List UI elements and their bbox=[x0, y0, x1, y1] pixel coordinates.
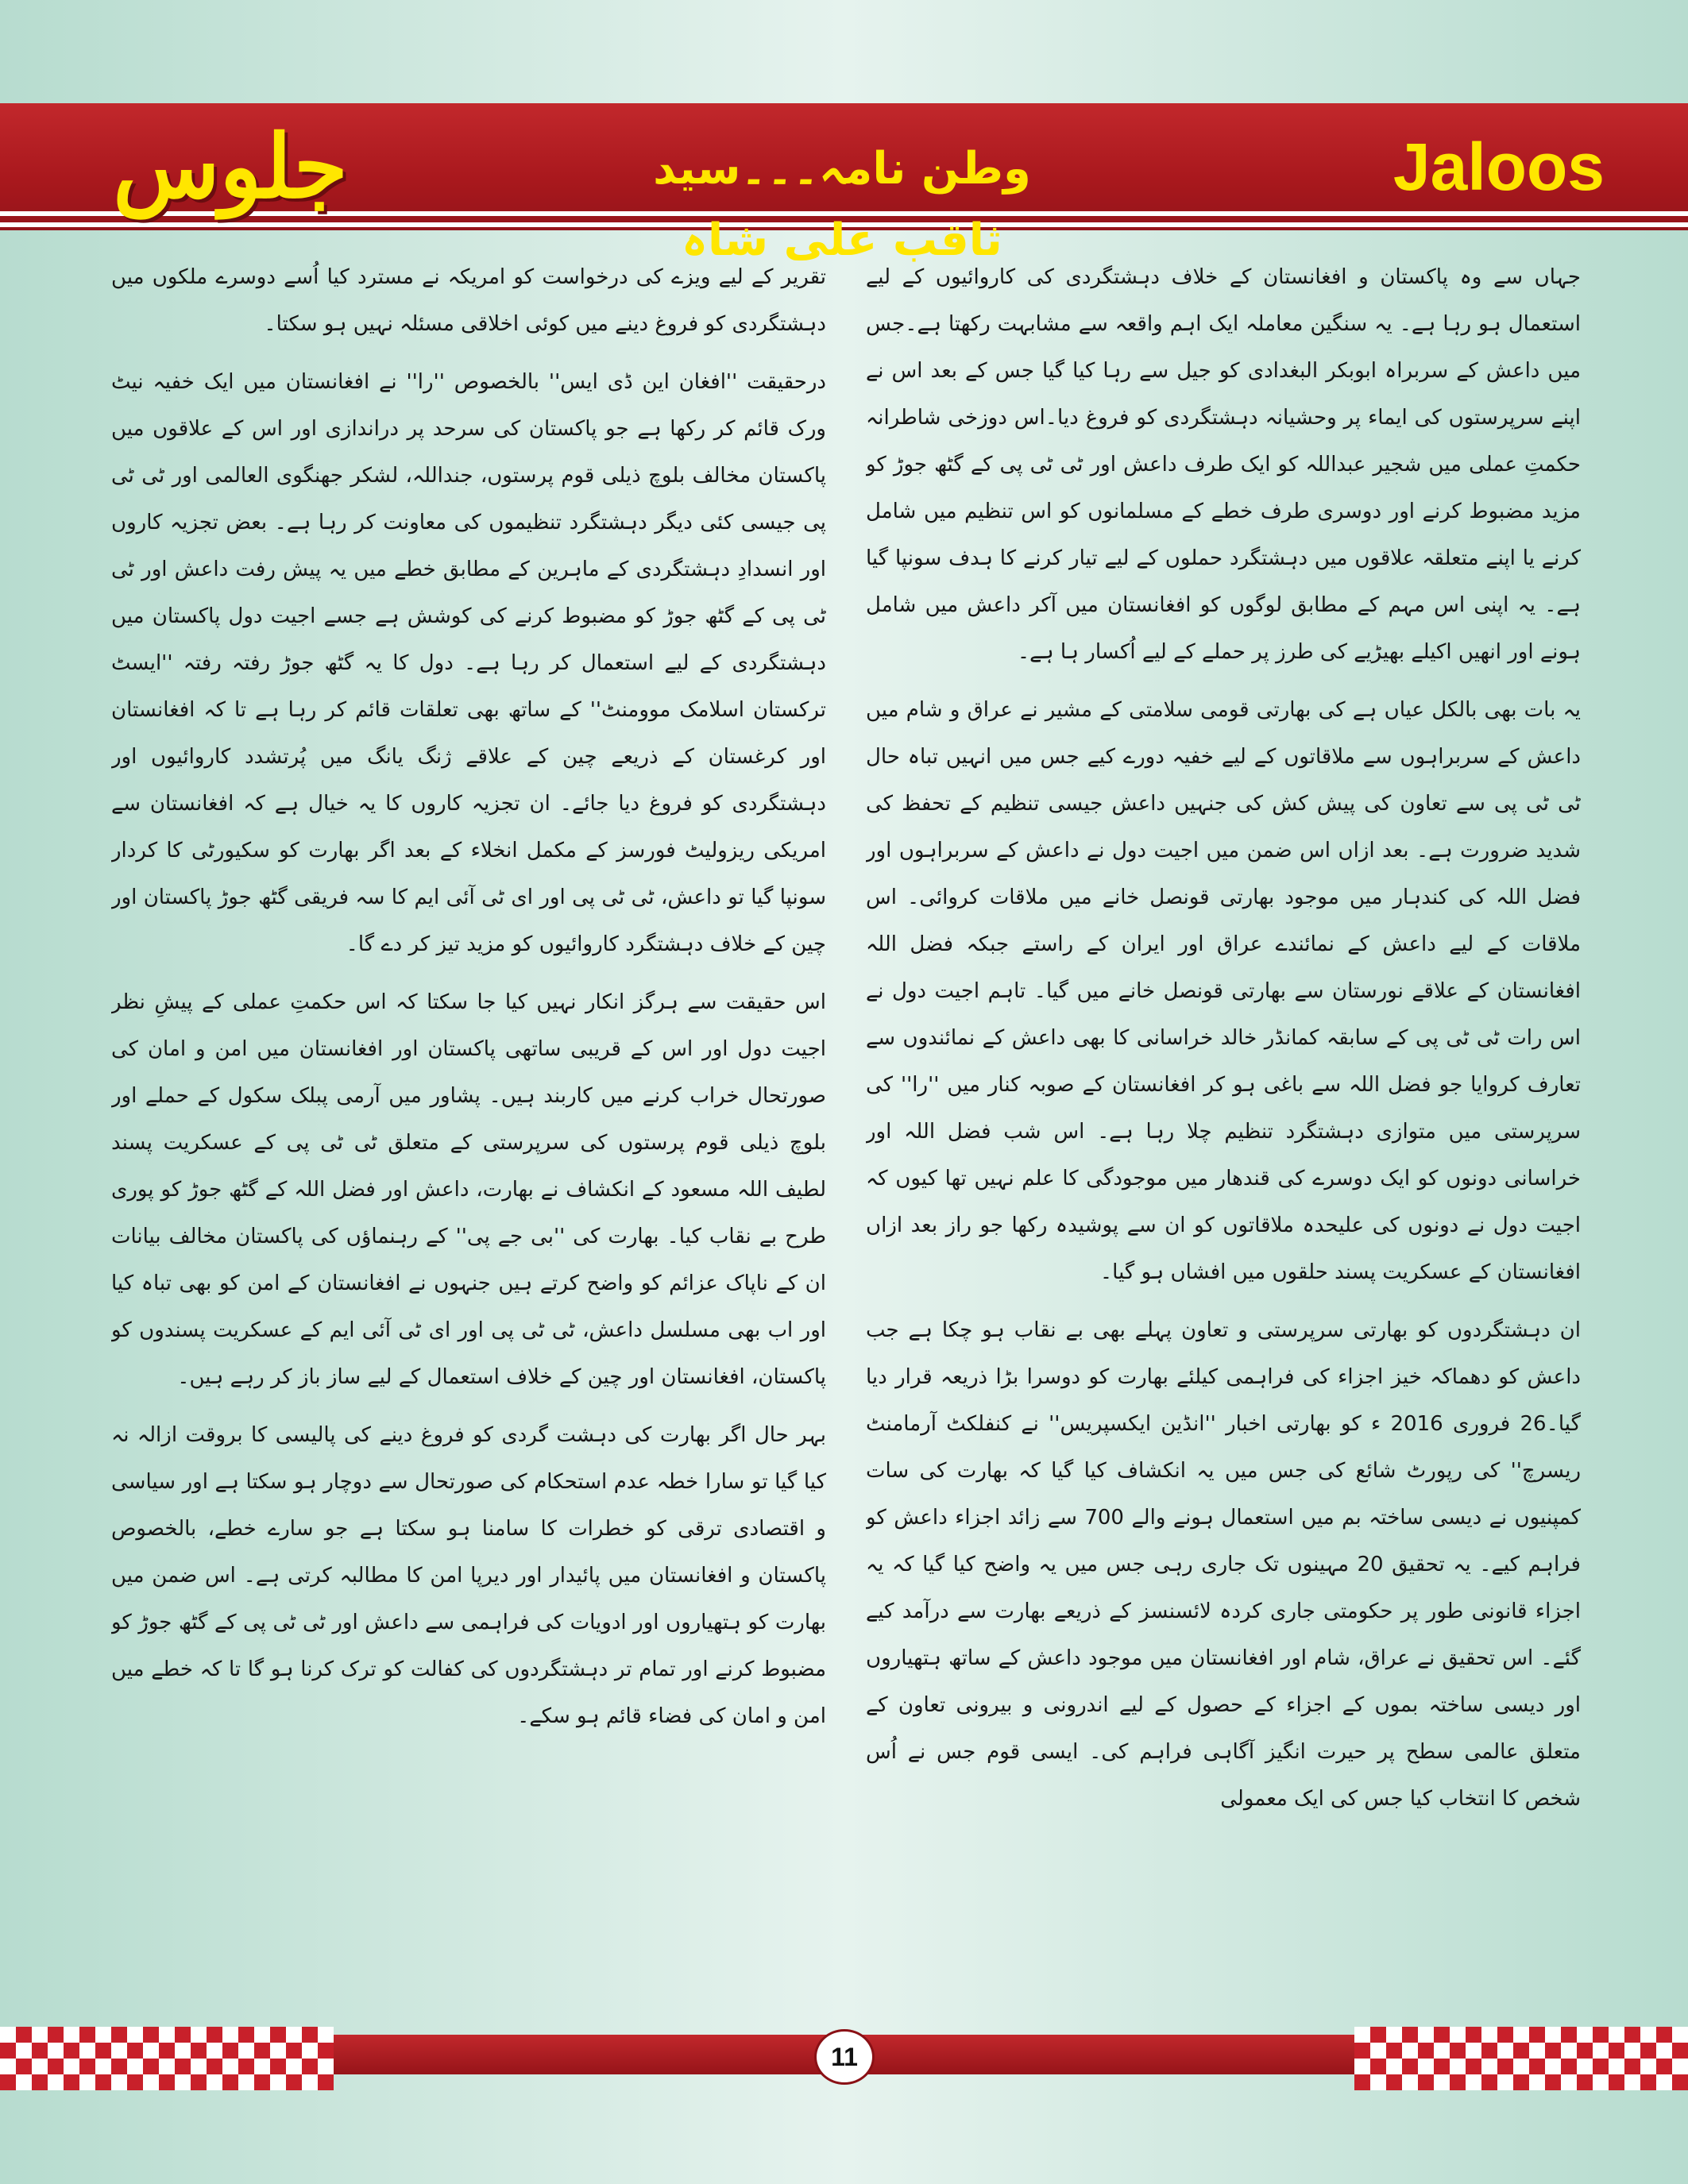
author-line: وطن نامہ۔۔۔سید ثاقب علی شاہ bbox=[653, 143, 1031, 266]
paragraph: تقریر کے لیے ویزے کی درخواست کو امریکہ نے مسترد کیا اُسے دوسرے ملکوں میں دہشتگردی کو فروغ دینے میں کوئی اخلاقی مسئلہ نہیں ہو سکتا۔ bbox=[111, 265, 826, 336]
page-number: 11 bbox=[814, 2029, 875, 2085]
paragraph: اس حقیقت سے ہرگز انکار نہیں کیا جا سکتا کہ اس حکمتِ عملی کے پیشِ نظر اجیت دول اور اس کے قریبی ساتھی پاکستان اور افغانستان میں امن و امان کی صورتحال خراب کرنے میں کاربند ہیں۔ پشاور میں آرمی پبلک سکول کے حملے اور بلوچ ذیلی قوم پرستوں کی سرپرستی کے متعلق ٹی ٹی پی کے عسکریت پسند لطیف اللہ مسعود کے انکشاف نے بھارت، داعش اور فضل اللہ کے گٹھ جوڑ کو پوری طرح بے نقاب کیا۔ بھارت کی ''بی جے پی'' کے رہنماؤں کی پاکستان مخالف بیانات ان کے ناپاک عزائم کو واضح کرتے ہیں جنہوں نے افغانستان کے امن کو بھی تباہ کیا اور اب بھی مسلسل داعش، ٹی ٹی پی اور ای ٹی آئی ایم کے عسکریت پسندوں کو پاکستان، افغانستان اور چین کے خلاف استعمال کے لیے ساز باز کر رہے ہیں۔ bbox=[111, 990, 826, 1389]
paragraph: بہر حال اگر بھارت کی دہشت گردی کو فروغ دینے کی پالیسی کا بروقت ازالہ نہ کیا گیا تو سارا خطہ عدم استحکام کی صورتحال سے دوچار ہو سکتا ہے اور سیاسی و اقتصادی ترقی کو خطرات کا سامنا ہو سکتا ہے جو سارے خطے، بالخصوص پاکستان و افغانستان میں پائیدار اور دیرپا امن کا مطالبہ کرتی ہے۔ اس ضمن میں بھارت کو ہتھیاروں اور ادویات کی فراہمی سے داعش اور ٹی ٹی پی کے گٹھ جوڑ کو مضبوط کرنے اور تمام تر دہشتگردوں کی کفالت کو ترک کرنا ہو گا تا کہ خطے میں امن و امان کی فضاء قائم ہو سکے۔ bbox=[111, 1423, 826, 1728]
magazine-logo: جلوس bbox=[113, 115, 348, 218]
checker-pattern bbox=[0, 2027, 334, 2090]
brand-title: Jaloos bbox=[1393, 129, 1605, 204]
checker-pattern bbox=[1354, 2027, 1688, 2090]
article-column-left bbox=[111, 254, 826, 2017]
article-column-right bbox=[866, 254, 1581, 2017]
paragraph: ان دہشتگردوں کو بھارتی سرپرستی و تعاون پہلے بھی بے نقاب ہو چکا ہے جب داعش کو دھماکہ خیز اجزاء کی فراہمی کیلئے بھارت کو دوسرا بڑا ذریعہ قرار دیا گیا۔26 فروری 2016 ء کو بھارتی اخبار ''انڈین ایکسپریس'' نے کنفلکٹ آرمامنٹ ریسرچ'' کی رپورٹ شائع کی جس میں یہ انکشاف کیا گیا کہ بھارت کی سات کمپنیوں نے دیسی ساختہ بم میں استعمال ہونے والے 700 سے زائد اجزاء داعش کو فراہم کیے۔ یہ تحقیق 20 مہینوں تک جاری رہی جس میں یہ واضح کیا گیا کہ یہ اجزاء قانونی طور پر حکومتی جاری کردہ لائسنسز کے ذریعے بھارت سے درآمد کیے گئے۔ اس تحقیق نے عراق، شام اور افغانستان میں موجود داعش کے ساتھ ہتھیاروں اور دیسی ساختہ بموں کے اجزاء کے حصول کے لیے اندرونی و بیرونی تعاون کے متعلق عالمی سطح پر حیرت انگیز آگاہی فراہم کی۔ ایسی قوم جس نے اُس شخص کا انتخاب کیا جس کی ایک معمولی bbox=[866, 1318, 1581, 1811]
paragraph: درحقیقت ''افغان این ڈی ایس'' بالخصوص ''را'' نے افغانستان میں ایک خفیہ نیٹ ورک قائم کر رکھا ہے جو پاکستان کی سرحد پر دراندازی اور اس کے علاقوں میں پاکستان مخالف بلوچ ذیلی قوم پرستوں، جنداللہ، لشکر جھنگوی العالمی اور ٹی ٹی پی جیسی کئی دیگر دہشتگرد تنظیموں کی معاونت کر رہا ہے۔ بعض تجزیہ کاروں اور انسدادِ دہشتگردی کے ماہرین کے مطابق خطے میں یہ پیش رفت داعش اور ٹی ٹی پی کے گٹھ جوڑ کو مضبوط کرنے کی کوشش ہے جسے اجیت دول پاکستان میں دہشتگردی کے لیے استعمال کر رہا ہے۔ دول کا یہ گٹھ جوڑ رفتہ رفتہ ''ایسٹ ترکستان اسلامک موومنٹ'' کے ساتھ بھی تعلقات قائم کر رہا ہے تا کہ افغانستان اور کرغستان کے ذریعے چین کے علاقے ژنگ یانگ میں پُرتشدد کاروائیوں اور دہشتگردی کو فروغ دیا جائے۔ ان تجزیہ کاروں کا یہ خیال ہے کہ افغانستان سے امریکی ریزولیٹ فورسز کے مکمل انخلاء کے بعد اگر بھارت کو سکیورٹی کا کردار سونپا گیا تو داعش، ٹی ٹی پی اور ای ٹی آئی ایم کا سہ فریقی گٹھ جوڑ پاکستان اور چین کے خلاف دہشتگرد کاروائیوں کو مزید تیز کر دے گا۔ bbox=[111, 370, 826, 956]
paragraph: جہاں سے وہ پاکستان و افغانستان کے خلاف دہشتگردی کی کاروائیوں کے لیے استعمال ہو رہا ہے۔ یہ سنگین معاملہ ایک اہم واقعہ سے مشابہت رکھتا ہے۔جس میں داعش کے سربراہ ابوبکر البغدادی کو جیل سے رہا کیا گیا جس کے بعد اس نے اپنے سرپرستوں کی ایماء پر وحشیانہ دہشتگردی کو فروغ دیا۔اس دوزخی شاطرانہ حکمتِ عملی میں شجیر عبداللہ کو ایک طرف داعش اور ٹی ٹی پی کے گٹھ جوڑ کو مزید مضبوط کرنے اور دوسری طرف خطے کے مسلمانوں کو اس تنظیم میں شامل کرنے یا اپنے متعلقہ علاقوں میں دہشتگرد حملوں کے لیے تیار کرنے کا ہدف سونپا گیا ہے۔ یہ اپنی اس مہم کے مطابق لوگوں کو افغانستان میں آکر داعش میں شامل ہونے اور انھیں اکیلے بھیڑیے کی طرز پر حملے کے لیے اُکسار ہا ہے۔ bbox=[866, 265, 1581, 664]
paragraph: یہ بات بھی بالکل عیاں ہے کی بھارتی قومی سلامتی کے مشیر نے عراق و شام میں داعش کے سربراہوں سے ملاقاتوں کے لیے خفیہ دورے کیے جس میں انہیں تباہ حال ٹی ٹی پی سے تعاون کی پیش کش کی جنہیں داعش جیسی تنظیم کے تحفظ کی شدید ضرورت ہے۔ بعد ازاں اس ضمن میں اجیت دول نے داعش کے سربراہوں اور فضل اللہ کی کندہار میں موجود بھارتی قونصل خانے میں ملاقات کروائی۔ اس ملاقات کے لیے داعش کے نمائندے عراق اور ایران کے راستے جبکہ فضل اللہ افغانستان کے علاقے نورستان سے بھارتی قونصل خانے میں گیا۔ تاہم اجیت دول نے اس رات ٹی ٹی پی کے سابقہ کمانڈر خالد خراسانی کا بھی داعش کے نمائندوں سے تعارف کروایا جو فضل اللہ سے باغی ہو کر افغانستان کے صوبہ کنار میں ''را'' کی سرپرستی میں متوازی دہشتگرد تنظیم چلا رہا ہے۔ اس شب فضل اللہ اور خراسانی دونوں کو ایک دوسرے کی قندھار میں موجودگی کا علم نہیں تھا کیوں کہ اجیت دول نے دونوں کی علیحدہ ملاقاتوں کو ان سے پوشیدہ رکھا جو راز بعد ازاں افغانستان کے عسکریت پسند حلقوں میں افشاں ہو گیا۔ bbox=[866, 698, 1581, 1284]
